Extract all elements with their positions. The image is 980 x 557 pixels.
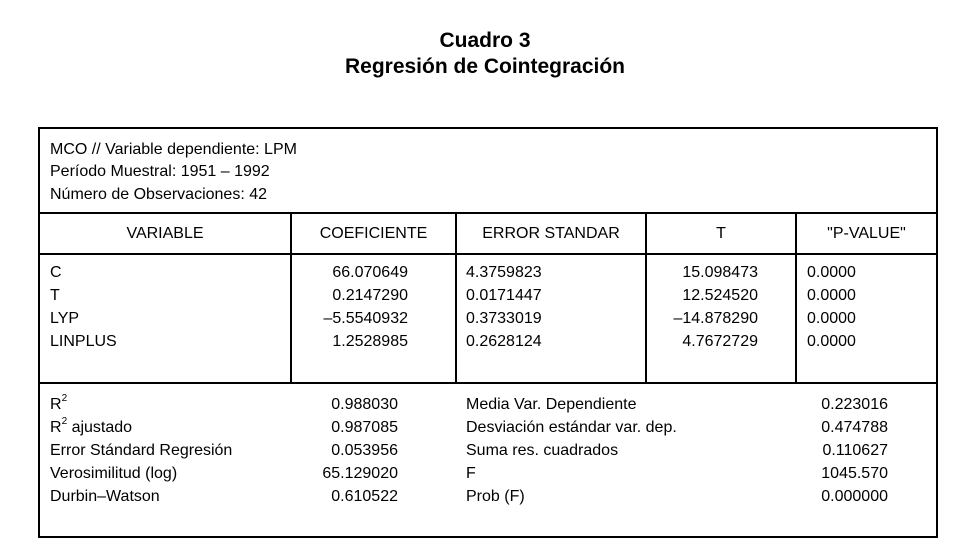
row-variable: LINPLUS (50, 333, 117, 350)
stat-value: 0.987085 (331, 419, 398, 436)
stat-value: 0.110627 (822, 442, 888, 459)
row-coefficient: 0.2147290 (332, 287, 408, 304)
stat-label: Prob (F) (466, 488, 525, 505)
header-t: T (716, 225, 726, 242)
row-p-value: 0.0000 (807, 264, 856, 281)
stat-label: Desviación estándar var. dep. (466, 419, 677, 436)
stat-value: 0.223016 (821, 396, 888, 413)
table-title: Cuadro 3 (439, 29, 531, 52)
stat-label: Verosimilitud (log) (50, 465, 178, 482)
row-p-value: 0.0000 (807, 310, 856, 327)
row-variable: LYP (50, 310, 80, 327)
row-std-error: 0.0171447 (466, 287, 542, 304)
stat-value: 65.129020 (322, 465, 398, 482)
stat-value: 0.474788 (821, 419, 888, 436)
stat-label: Media Var. Dependiente (466, 396, 637, 413)
row-t-stat: 12.524520 (682, 287, 758, 304)
stat-label: F (466, 465, 476, 482)
row-std-error: 0.2628124 (466, 333, 542, 350)
header-variable: VARIABLE (126, 225, 204, 242)
stat-label: $R^2$ ajustado (50, 415, 133, 436)
row-std-error: 0.3733019 (466, 310, 542, 327)
stat-value: 1045.570 (821, 465, 888, 482)
stat-value: 0.610522 (331, 488, 398, 505)
row-t-stat: 4.7672729 (682, 333, 758, 350)
row-coefficient: 1.2528985 (332, 333, 408, 350)
row-t-stat: 15.098473 (682, 264, 758, 281)
info-dependent-variable: MCO // Variable dependiente: LPM (50, 141, 297, 158)
table-subtitle: Regresión de Cointegración (344, 55, 626, 78)
rule-below-info (38, 212, 938, 214)
stat-label: Error Stándard Regresión (50, 442, 233, 459)
rule-below-header (38, 253, 938, 255)
row-p-value: 0.0000 (807, 333, 856, 350)
stat-value: 0.053956 (331, 442, 398, 459)
row-variable: T (50, 287, 60, 304)
stat-value: 0.988030 (331, 396, 398, 413)
row-coefficient: –5.5540932 (323, 310, 408, 327)
info-sample-period: Período Muestral: 1951 – 1992 (50, 163, 270, 180)
stat-label: $R^2$ (50, 392, 68, 413)
info-observations: Número de Observaciones: 42 (50, 186, 267, 203)
row-variable: C (50, 264, 62, 281)
stat-label: Suma res. cuadrados (466, 442, 619, 459)
header-coeficiente: COEFICIENTE (319, 225, 428, 242)
header-error-standar: ERROR STANDAR (482, 225, 620, 242)
header-p-value: "P-VALUE" (827, 225, 906, 242)
row-p-value: 0.0000 (807, 287, 856, 304)
rule-below-rows (38, 382, 938, 384)
stat-label: Durbin–Watson (50, 488, 160, 505)
row-t-stat: –14.878290 (673, 310, 758, 327)
row-std-error: 4.3759823 (466, 264, 542, 281)
stat-value: 0.000000 (821, 488, 888, 505)
row-coefficient: 66.070649 (332, 264, 408, 281)
